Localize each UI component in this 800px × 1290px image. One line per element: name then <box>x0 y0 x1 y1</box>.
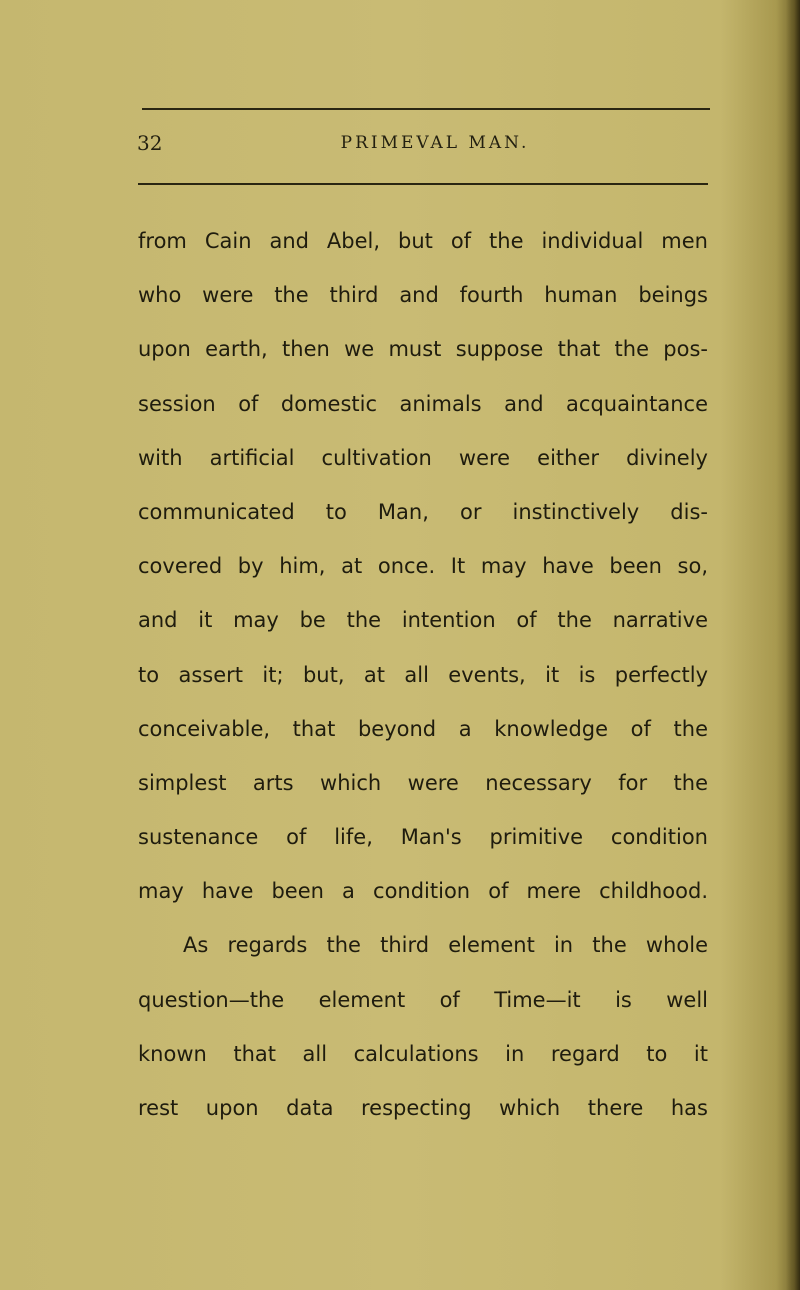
text-line: question—the element of Time—it is well <box>138 987 708 1012</box>
text-line: and it may be the intention of the narrative <box>138 608 708 633</box>
text-line: with artificial cultivation were either divinely <box>138 445 708 470</box>
text-line: who were the third and fourth human beings <box>138 283 708 308</box>
text-line: to assert it; but, at all events, it is perfectly <box>138 662 708 687</box>
header-rule-bottom <box>138 183 708 185</box>
text-line: may have been a condition of mere childhood. <box>138 879 708 904</box>
text-line: communicated to Man, or instinctively dis- <box>138 499 708 524</box>
text-line: session of domestic animals and acquaintance <box>138 391 708 416</box>
text-line: rest upon data respecting which there has <box>138 1096 708 1120</box>
text-line: As regards the third element in the whole <box>183 933 708 958</box>
header-rule-top <box>142 108 710 110</box>
text-line: upon earth, then we must suppose that the pos- <box>138 337 708 362</box>
text-line: conceivable, that beyond a knowledge of the <box>138 716 708 741</box>
text-line: simplest arts which were necessary for the <box>138 770 708 795</box>
page-edge-shadow <box>786 0 800 1290</box>
text-line: sustenance of life, Man's primitive condition <box>138 825 708 850</box>
body-text <box>138 214 708 1135</box>
text-line: covered by him, at once. It may have been so, <box>138 554 708 579</box>
text-line: from Cain and Abel, but of the individual men <box>138 229 708 253</box>
page-number: 32 <box>137 131 163 155</box>
text-line: known that all calculations in regard to it <box>138 1041 708 1066</box>
running-head: PRIMEVAL MAN. <box>340 133 530 153</box>
